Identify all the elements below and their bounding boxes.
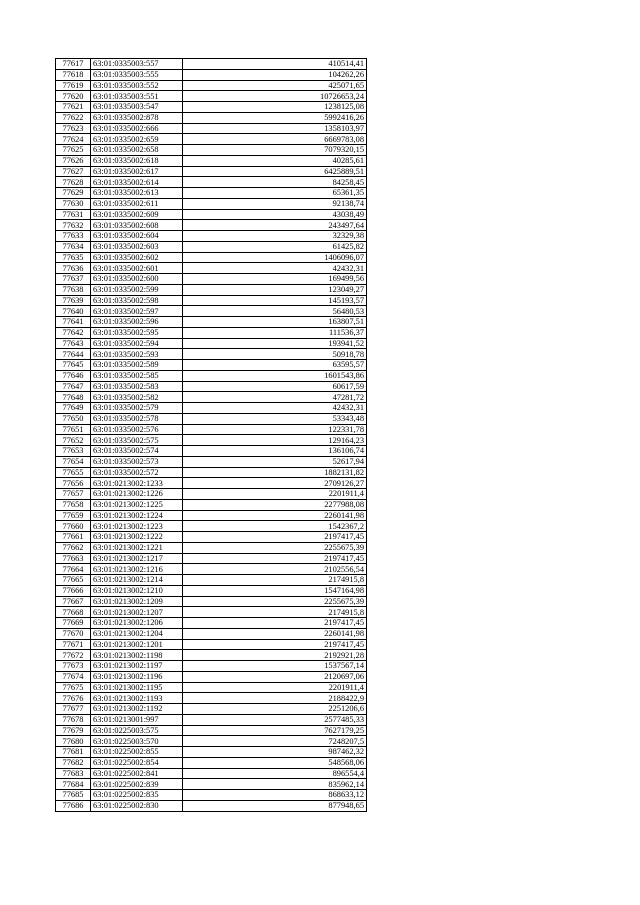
value-cell: 1238125,08	[183, 102, 367, 113]
table-row	[56, 59, 367, 70]
row-id-cell: 77640	[56, 306, 91, 317]
cadastral-number-cell: 63:01:0335002:573	[91, 456, 183, 467]
table-row	[56, 295, 367, 306]
table-row	[56, 757, 367, 768]
value-cell: 122331,78	[183, 424, 367, 435]
cadastral-number-cell: 63:01:0335002:594	[91, 338, 183, 349]
row-id-cell: 77660	[56, 521, 91, 532]
table-row	[56, 91, 367, 102]
row-id-cell: 77650	[56, 413, 91, 424]
value-cell: 2260141,98	[183, 510, 367, 521]
cadastral-number-cell: 63:01:0225003:575	[91, 725, 183, 736]
row-id-cell: 77671	[56, 639, 91, 650]
row-id-cell: 77681	[56, 747, 91, 758]
cadastral-number-cell: 63:01:0335002:666	[91, 123, 183, 134]
table-row	[56, 69, 367, 80]
row-id-cell: 77672	[56, 650, 91, 661]
cadastral-number-cell: 63:01:0335002:609	[91, 209, 183, 220]
value-cell: 40285,61	[183, 155, 367, 166]
value-cell: 63595,57	[183, 360, 367, 371]
value-cell: 243497,64	[183, 220, 367, 231]
table-row	[56, 499, 367, 510]
value-cell: 5992416,26	[183, 112, 367, 123]
cadastral-number-cell: 63:01:0213002:1206	[91, 618, 183, 629]
row-id-cell: 77638	[56, 284, 91, 295]
table-row	[56, 241, 367, 252]
cadastral-number-cell: 63:01:0213002:1223	[91, 521, 183, 532]
row-id-cell: 77637	[56, 274, 91, 285]
row-id-cell: 77686	[56, 800, 91, 811]
table-row	[56, 327, 367, 338]
row-id-cell: 77628	[56, 177, 91, 188]
row-id-cell: 77648	[56, 392, 91, 403]
cadastral-number-cell: 63:01:0213002:1207	[91, 607, 183, 618]
table-row	[56, 618, 367, 629]
table-row	[56, 596, 367, 607]
table-row	[56, 542, 367, 553]
row-id-cell: 77633	[56, 231, 91, 242]
row-id-cell: 77677	[56, 704, 91, 715]
value-cell: 2577485,33	[183, 714, 367, 725]
table-row	[56, 177, 367, 188]
table-row	[56, 370, 367, 381]
table-row	[56, 585, 367, 596]
table-row	[56, 553, 367, 564]
value-cell: 136106,74	[183, 446, 367, 457]
row-id-cell: 77673	[56, 661, 91, 672]
value-cell: 7627179,25	[183, 725, 367, 736]
cadastral-number-cell: 63:01:0213002:1209	[91, 596, 183, 607]
row-id-cell: 77679	[56, 725, 91, 736]
cadastral-number-cell: 63:01:0335002:575	[91, 435, 183, 446]
table-row	[56, 478, 367, 489]
row-id-cell: 77662	[56, 542, 91, 553]
cadastral-number-cell: 63:01:0335002:608	[91, 220, 183, 231]
value-cell: 104262,26	[183, 69, 367, 80]
table-row	[56, 693, 367, 704]
value-cell: 43038,49	[183, 209, 367, 220]
cadastral-number-cell: 63:01:0335002:600	[91, 274, 183, 285]
table-row	[56, 413, 367, 424]
value-cell: 53343,48	[183, 413, 367, 424]
row-id-cell: 77630	[56, 198, 91, 209]
value-cell: 2120697,06	[183, 671, 367, 682]
row-id-cell: 77667	[56, 596, 91, 607]
value-cell: 425071,65	[183, 80, 367, 91]
row-id-cell: 77651	[56, 424, 91, 435]
cadastral-number-cell: 63:01:0335002:614	[91, 177, 183, 188]
cadastral-number-cell: 63:01:0213002:1217	[91, 553, 183, 564]
table-row	[56, 639, 367, 650]
table-row	[56, 209, 367, 220]
cadastral-number-cell: 63:01:0213002:1197	[91, 661, 183, 672]
cadastral-number-cell: 63:01:0335002:593	[91, 349, 183, 360]
cadastral-number-cell: 63:01:0335003:557	[91, 59, 183, 70]
row-id-cell: 77665	[56, 575, 91, 586]
value-cell: 7248207,5	[183, 736, 367, 747]
value-cell: 1601543,86	[183, 370, 367, 381]
table-row	[56, 306, 367, 317]
table-row	[56, 403, 367, 414]
row-id-cell: 77647	[56, 381, 91, 392]
cadastral-number-cell: 63:01:0335003:555	[91, 69, 183, 80]
table-row	[56, 155, 367, 166]
row-id-cell: 77623	[56, 123, 91, 134]
cadastral-number-cell: 63:01:0335002:598	[91, 295, 183, 306]
row-id-cell: 77632	[56, 220, 91, 231]
value-cell: 6669783,08	[183, 134, 367, 145]
value-cell: 2174915,8	[183, 575, 367, 586]
table-row	[56, 220, 367, 231]
value-cell: 1537567,14	[183, 661, 367, 672]
row-id-cell: 77635	[56, 252, 91, 263]
row-id-cell: 77669	[56, 618, 91, 629]
value-cell: 410514,41	[183, 59, 367, 70]
row-id-cell: 77622	[56, 112, 91, 123]
value-cell: 2102556,54	[183, 564, 367, 575]
value-cell: 1542367,2	[183, 521, 367, 532]
value-cell: 10726653,24	[183, 91, 367, 102]
value-cell: 2277988,08	[183, 499, 367, 510]
row-id-cell: 77617	[56, 59, 91, 70]
row-id-cell: 77656	[56, 478, 91, 489]
table-row	[56, 80, 367, 91]
table-row	[56, 467, 367, 478]
table-row	[56, 714, 367, 725]
cadastral-number-cell: 63:01:0213002:1193	[91, 693, 183, 704]
cadastral-number-cell: 63:01:0335002:578	[91, 413, 183, 424]
cadastral-number-cell: 63:01:0225002:854	[91, 757, 183, 768]
table-row	[56, 661, 367, 672]
table-row	[56, 607, 367, 618]
cadastral-number-cell: 63:01:0213002:1224	[91, 510, 183, 521]
table-row	[56, 575, 367, 586]
row-id-cell: 77649	[56, 403, 91, 414]
row-id-cell: 77668	[56, 607, 91, 618]
table-row	[56, 284, 367, 295]
cadastral-number-cell: 63:01:0213002:1226	[91, 489, 183, 500]
row-id-cell: 77680	[56, 736, 91, 747]
cadastral-number-cell: 63:01:0335002:574	[91, 446, 183, 457]
table-row	[56, 628, 367, 639]
table-row	[56, 725, 367, 736]
row-id-cell: 77655	[56, 467, 91, 478]
table-row	[56, 134, 367, 145]
row-id-cell: 77654	[56, 456, 91, 467]
row-id-cell: 77636	[56, 263, 91, 274]
cadastral-number-cell: 63:01:0225002:855	[91, 747, 183, 758]
table-row	[56, 349, 367, 360]
value-cell: 123049,27	[183, 284, 367, 295]
row-id-cell: 77631	[56, 209, 91, 220]
row-id-cell: 77639	[56, 295, 91, 306]
value-cell: 193941,52	[183, 338, 367, 349]
value-cell: 163807,51	[183, 317, 367, 328]
table-row	[56, 650, 367, 661]
row-id-cell: 77625	[56, 145, 91, 156]
value-cell: 42432,31	[183, 403, 367, 414]
value-cell: 92138,74	[183, 198, 367, 209]
table-row	[56, 446, 367, 457]
row-id-cell: 77676	[56, 693, 91, 704]
table-row	[56, 747, 367, 758]
row-id-cell: 77646	[56, 370, 91, 381]
row-id-cell: 77653	[56, 446, 91, 457]
table-row	[56, 231, 367, 242]
value-cell: 877948,65	[183, 800, 367, 811]
row-id-cell: 77621	[56, 102, 91, 113]
value-cell: 42432,31	[183, 263, 367, 274]
table-row	[56, 198, 367, 209]
table-row	[56, 274, 367, 285]
cadastral-number-cell: 63:01:0335002:601	[91, 263, 183, 274]
cadastral-number-cell: 63:01:0335002:613	[91, 188, 183, 199]
cadastral-number-cell: 63:01:0335002:583	[91, 381, 183, 392]
table-row	[56, 102, 367, 113]
value-cell: 2197417,45	[183, 618, 367, 629]
value-cell: 2255675,39	[183, 596, 367, 607]
table-row	[56, 704, 367, 715]
value-cell: 129164,23	[183, 435, 367, 446]
cadastral-number-cell: 63:01:0335002:617	[91, 166, 183, 177]
value-cell: 1882131,82	[183, 467, 367, 478]
table-row	[56, 338, 367, 349]
table-row	[56, 532, 367, 543]
table-row	[56, 188, 367, 199]
value-cell: 32329,38	[183, 231, 367, 242]
value-cell: 2197417,45	[183, 553, 367, 564]
value-cell: 56480,53	[183, 306, 367, 317]
table-row	[56, 166, 367, 177]
value-cell: 1406096,07	[183, 252, 367, 263]
cadastral-number-cell: 63:01:0335003:547	[91, 102, 183, 113]
value-cell: 111536,37	[183, 327, 367, 338]
table-row	[56, 392, 367, 403]
cadastral-number-cell: 63:01:0335002:579	[91, 403, 183, 414]
table-row	[56, 317, 367, 328]
cadastral-number-cell: 63:01:0213001:997	[91, 714, 183, 725]
table-row	[56, 768, 367, 779]
value-cell: 84258,45	[183, 177, 367, 188]
cadastral-number-cell: 63:01:0213002:1198	[91, 650, 183, 661]
row-id-cell: 77670	[56, 628, 91, 639]
row-id-cell: 77627	[56, 166, 91, 177]
row-id-cell: 77643	[56, 338, 91, 349]
row-id-cell: 77663	[56, 553, 91, 564]
cadastral-number-cell: 63:01:0335002:603	[91, 241, 183, 252]
cadastral-number-cell: 63:01:0213002:1196	[91, 671, 183, 682]
row-id-cell: 77661	[56, 532, 91, 543]
table-row	[56, 682, 367, 693]
value-cell: 2197417,45	[183, 532, 367, 543]
data-table	[55, 58, 367, 812]
value-cell: 47281,72	[183, 392, 367, 403]
cadastral-number-cell: 63:01:0213002:1192	[91, 704, 183, 715]
table-row	[56, 145, 367, 156]
value-cell: 2197417,45	[183, 639, 367, 650]
table-row	[56, 779, 367, 790]
table-row	[56, 521, 367, 532]
row-id-cell: 77685	[56, 790, 91, 801]
row-id-cell: 77620	[56, 91, 91, 102]
table-row	[56, 736, 367, 747]
row-id-cell: 77642	[56, 327, 91, 338]
row-id-cell: 77644	[56, 349, 91, 360]
table-row	[56, 564, 367, 575]
value-cell: 7079320,15	[183, 145, 367, 156]
table-row	[56, 435, 367, 446]
cadastral-number-cell: 63:01:0213002:1214	[91, 575, 183, 586]
cadastral-number-cell: 63:01:0335002:572	[91, 467, 183, 478]
cadastral-number-cell: 63:01:0335002:589	[91, 360, 183, 371]
value-cell: 2251206,6	[183, 704, 367, 715]
value-cell: 61425,82	[183, 241, 367, 252]
cadastral-number-cell: 63:01:0335002:618	[91, 155, 183, 166]
table-row	[56, 671, 367, 682]
cadastral-number-cell: 63:01:0335002:597	[91, 306, 183, 317]
cadastral-number-cell: 63:01:0213002:1233	[91, 478, 183, 489]
value-cell: 2255675,39	[183, 542, 367, 553]
value-cell: 835962,14	[183, 779, 367, 790]
cadastral-number-cell: 63:01:0335002:585	[91, 370, 183, 381]
value-cell: 65361,35	[183, 188, 367, 199]
table-row	[56, 112, 367, 123]
value-cell: 896554,4	[183, 768, 367, 779]
cadastral-number-cell: 63:01:0335002:582	[91, 392, 183, 403]
cadastral-number-cell: 63:01:0213002:1210	[91, 585, 183, 596]
row-id-cell: 77626	[56, 155, 91, 166]
value-cell: 2192921,28	[183, 650, 367, 661]
cadastral-number-cell: 63:01:0213002:1216	[91, 564, 183, 575]
cadastral-number-cell: 63:01:0335002:611	[91, 198, 183, 209]
cadastral-number-cell: 63:01:0225003:570	[91, 736, 183, 747]
value-cell: 868633,12	[183, 790, 367, 801]
table-row	[56, 360, 367, 371]
cadastral-number-cell: 63:01:0335003:551	[91, 91, 183, 102]
row-id-cell: 77645	[56, 360, 91, 371]
cadastral-number-cell: 63:01:0335002:599	[91, 284, 183, 295]
row-id-cell: 77683	[56, 768, 91, 779]
cadastral-number-cell: 63:01:0335002:878	[91, 112, 183, 123]
table-row	[56, 489, 367, 500]
table-row	[56, 381, 367, 392]
value-cell: 2260141,98	[183, 628, 367, 639]
cadastral-number-cell: 63:01:0213002:1201	[91, 639, 183, 650]
value-cell: 548568,06	[183, 757, 367, 768]
row-id-cell: 77634	[56, 241, 91, 252]
cadastral-number-cell: 63:01:0213002:1222	[91, 532, 183, 543]
value-cell: 145193,57	[183, 295, 367, 306]
value-cell: 2174915,8	[183, 607, 367, 618]
row-id-cell: 77678	[56, 714, 91, 725]
table-row	[56, 252, 367, 263]
table-body	[56, 59, 367, 812]
value-cell: 1547164,98	[183, 585, 367, 596]
value-cell: 60617,59	[183, 381, 367, 392]
table-row	[56, 800, 367, 811]
value-cell: 2188422,9	[183, 693, 367, 704]
table-row	[56, 790, 367, 801]
cadastral-number-cell: 63:01:0335002:602	[91, 252, 183, 263]
cadastral-number-cell: 63:01:0335003:552	[91, 80, 183, 91]
row-id-cell: 77666	[56, 585, 91, 596]
cadastral-number-cell: 63:01:0335002:604	[91, 231, 183, 242]
value-cell: 6425889,51	[183, 166, 367, 177]
cadastral-number-cell: 63:01:0213002:1195	[91, 682, 183, 693]
row-id-cell: 77619	[56, 80, 91, 91]
cadastral-number-cell: 63:01:0225002:830	[91, 800, 183, 811]
row-id-cell: 77682	[56, 757, 91, 768]
row-id-cell: 77629	[56, 188, 91, 199]
cadastral-number-cell: 63:01:0213002:1204	[91, 628, 183, 639]
table-row	[56, 456, 367, 467]
row-id-cell: 77664	[56, 564, 91, 575]
row-id-cell: 77641	[56, 317, 91, 328]
value-cell: 52617,94	[183, 456, 367, 467]
value-cell: 2709126,27	[183, 478, 367, 489]
value-cell: 987462,32	[183, 747, 367, 758]
cadastral-number-cell: 63:01:0225002:835	[91, 790, 183, 801]
table-row	[56, 123, 367, 134]
value-cell: 169499,56	[183, 274, 367, 285]
value-cell: 2201911,4	[183, 489, 367, 500]
cadastral-number-cell: 63:01:0335002:659	[91, 134, 183, 145]
table-row	[56, 510, 367, 521]
cadastral-number-cell: 63:01:0213002:1225	[91, 499, 183, 510]
row-id-cell: 77657	[56, 489, 91, 500]
table-row	[56, 424, 367, 435]
row-id-cell: 77624	[56, 134, 91, 145]
cadastral-number-cell: 63:01:0213002:1221	[91, 542, 183, 553]
value-cell: 2201911,4	[183, 682, 367, 693]
cadastral-number-cell: 63:01:0335002:596	[91, 317, 183, 328]
row-id-cell: 77618	[56, 69, 91, 80]
cadastral-number-cell: 63:01:0335002:595	[91, 327, 183, 338]
row-id-cell: 77674	[56, 671, 91, 682]
value-cell: 1358103,97	[183, 123, 367, 134]
cadastral-number-cell: 63:01:0335002:576	[91, 424, 183, 435]
row-id-cell: 77659	[56, 510, 91, 521]
row-id-cell: 77684	[56, 779, 91, 790]
cadastral-number-cell: 63:01:0335002:658	[91, 145, 183, 156]
value-cell: 50918,78	[183, 349, 367, 360]
row-id-cell: 77658	[56, 499, 91, 510]
table-row	[56, 263, 367, 274]
row-id-cell: 77675	[56, 682, 91, 693]
row-id-cell: 77652	[56, 435, 91, 446]
cadastral-number-cell: 63:01:0225002:841	[91, 768, 183, 779]
cadastral-number-cell: 63:01:0225002:839	[91, 779, 183, 790]
